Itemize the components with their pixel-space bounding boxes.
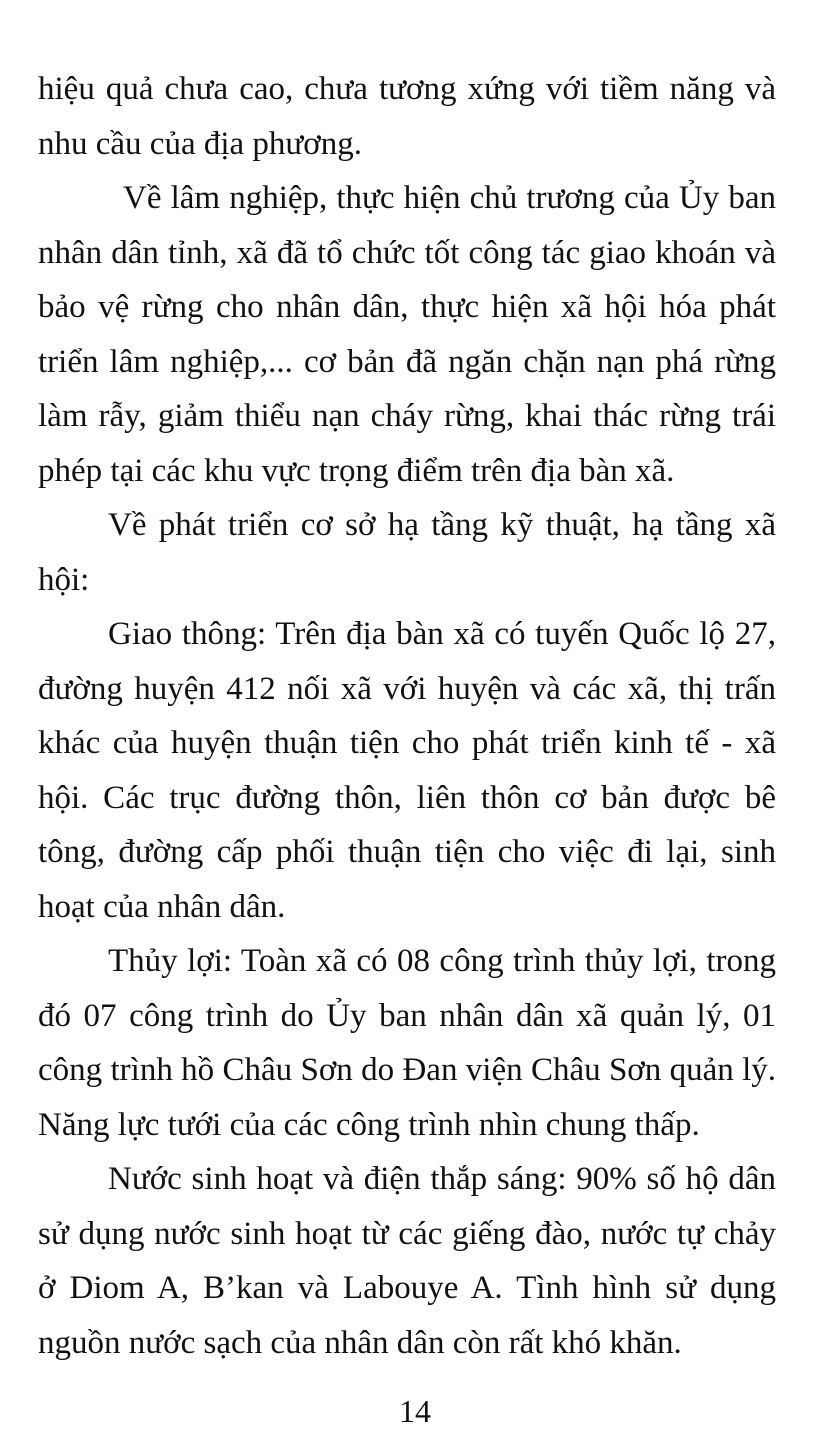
paragraph-continuation: hiệu quả chưa cao, chưa tương xứng với tiềm năng và nhu cầu của địa phương. <box>38 71 776 162</box>
paragraph-irrigation: Thủy lợi: Toàn xã có 08 công trình thủy lợi, trong đó 07 công trình do Ủy ban nhân dân xã quản lý, 01 công trình hồ Châu Sơn do Đan viện Châu Sơn quản lý. Năng lực tưới của các công trình nhìn chung thấp. <box>38 943 776 1143</box>
paragraph-forestry: Về lâm nghiệp, thực hiện chủ trương của Ủy ban nhân dân tỉnh, xã đã tổ chức tốt công tác giao khoán và bảo vệ rừng cho nhân dân, thực hiện xã hội hóa phát triển lâm nghiệp,... cơ bản đã ngăn chặn nạn phá rừng làm rẫy, giảm thiểu nạn cháy rừng, khai thác rừng trái phép tại các khu vực trọng điểm trên địa bàn xã. <box>38 180 776 489</box>
page-body <box>38 62 776 1370</box>
page-number: 14 <box>399 1393 431 1429</box>
paragraph-water-electricity: Nước sinh hoạt và điện thắp sáng: 90% số hộ dân sử dụng nước sinh hoạt từ các giếng đào, nước tự chảy ở Diom A, B’kan và Labouye A. Tình hình sử dụng nguồn nước sạch của nhân dân còn rất khó khăn. <box>38 1161 776 1361</box>
paragraph-infrastructure-heading: Về phát triển cơ sở hạ tầng kỹ thuật, hạ tầng xã hội: <box>38 507 776 598</box>
paragraph-transport: Giao thông: Trên địa bàn xã có tuyến Quốc lộ 27, đường huyện 412 nối xã với huyện và các xã, thị trấn khác của huyện thuận tiện cho phát triển kinh tế - xã hội. Các trục đường thôn, liên thôn cơ bản được bê tông, đường cấp phối thuận tiện cho việc đi lại, sinh hoạt của nhân dân. <box>38 616 776 925</box>
